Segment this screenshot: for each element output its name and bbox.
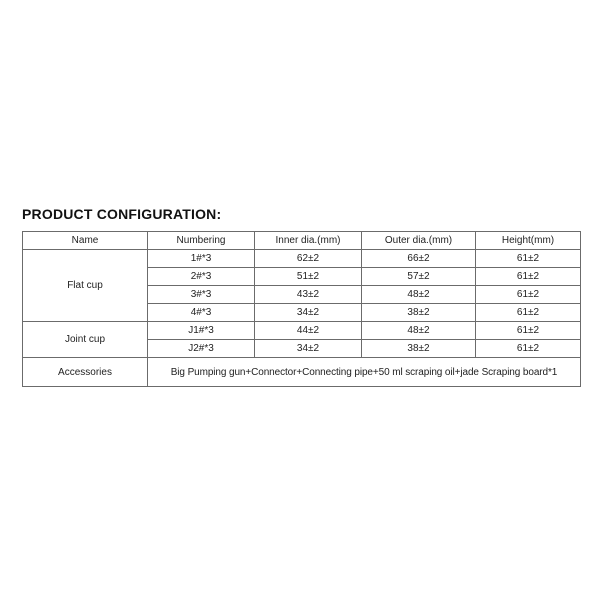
table-row bbox=[23, 322, 581, 340]
cell-numbering: 3#*3 bbox=[148, 286, 255, 304]
cell-numbering: 2#*3 bbox=[148, 268, 255, 286]
cell-inner-dia: 62±2 bbox=[255, 250, 362, 268]
cell-outer-dia: 48±2 bbox=[362, 322, 476, 340]
header-name: Name bbox=[23, 232, 148, 250]
cell-inner-dia: 43±2 bbox=[255, 286, 362, 304]
accessories-value: Big Pumping gun+Connector+Connecting pipe+50 ml scraping oil+jade Scraping board*1 bbox=[148, 358, 581, 387]
cell-height: 61±2 bbox=[476, 322, 581, 340]
cell-outer-dia: 38±2 bbox=[362, 304, 476, 322]
cell-numbering: 4#*3 bbox=[148, 304, 255, 322]
header-numbering: Numbering bbox=[148, 232, 255, 250]
cell-inner-dia: 51±2 bbox=[255, 268, 362, 286]
cell-inner-dia: 34±2 bbox=[255, 340, 362, 358]
cell-height: 61±2 bbox=[476, 286, 581, 304]
cell-height: 61±2 bbox=[476, 340, 581, 358]
header-height: Height(mm) bbox=[476, 232, 581, 250]
cell-height: 61±2 bbox=[476, 304, 581, 322]
cell-outer-dia: 38±2 bbox=[362, 340, 476, 358]
cell-inner-dia: 34±2 bbox=[255, 304, 362, 322]
cell-numbering: J1#*3 bbox=[148, 322, 255, 340]
configuration-table bbox=[22, 231, 581, 387]
group-name-joint-cup: Joint cup bbox=[23, 322, 148, 358]
cell-outer-dia: 66±2 bbox=[362, 250, 476, 268]
table-row bbox=[23, 250, 581, 268]
accessories-label: Accessories bbox=[23, 358, 148, 387]
header-inner-dia: Inner dia.(mm) bbox=[255, 232, 362, 250]
document bbox=[22, 205, 580, 387]
cell-height: 61±2 bbox=[476, 268, 581, 286]
table-header-row bbox=[23, 232, 581, 250]
group-name-flat-cup: Flat cup bbox=[23, 250, 148, 322]
cell-outer-dia: 48±2 bbox=[362, 286, 476, 304]
cell-numbering: 1#*3 bbox=[148, 250, 255, 268]
cell-height: 61±2 bbox=[476, 250, 581, 268]
cell-inner-dia: 44±2 bbox=[255, 322, 362, 340]
header-outer-dia: Outer dia.(mm) bbox=[362, 232, 476, 250]
accessories-row bbox=[23, 358, 581, 387]
section-heading: PRODUCT CONFIGURATION: bbox=[22, 206, 222, 222]
cell-numbering: J2#*3 bbox=[148, 340, 255, 358]
cell-outer-dia: 57±2 bbox=[362, 268, 476, 286]
